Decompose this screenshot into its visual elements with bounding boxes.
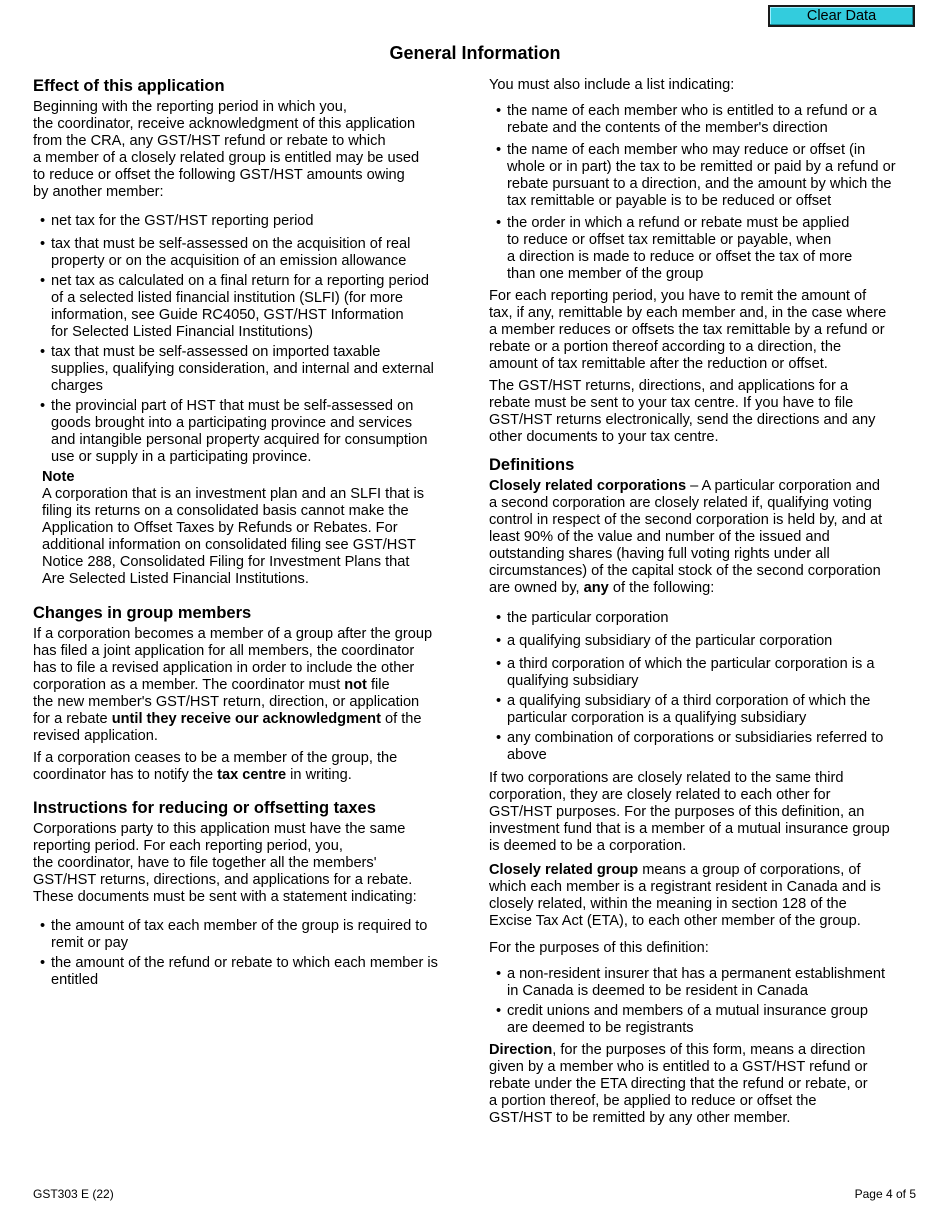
effect-intro: Beginning with the reporting period in which you, the coordinator, receive acknowledgment of this application from the CRA, any GST/HST refund or rebate to which a member of a closely related group is entitled may be used to reduce or offset the following GST/HST amounts owing by another member: [33,99,420,200]
list-item: • tax that must be self-assessed on imported taxable supplies, qualifying consideration, and internal and external charges [33,344,463,395]
list-intro: You must also include a list indicating: [489,77,735,93]
list-item: • the name of each member who may reduce or offset (in whole or in part) the tax to be remitted or paid by a refund or rebate pursuant to a direction, and the amount by which the tax remittable or payable is to be reduced or offset [489,142,924,210]
list-item: • the provincial part of HST that must be self-assessed on goods brought into a participating province and services and intangible personal property acquired for consumption use or supply in a participating province. [33,398,463,466]
remit-paragraph: For each reporting period, you have to remit the amount of tax, if any, remittable by each member and, in the case where a member reduces or offsets the tax remittable by a refund or rebate or a portion thereof according to a direction, the amount of tax remittable after the reduction or offset. [489,288,887,372]
clear-data-button[interactable]: Clear Data [768,5,915,27]
closely-related-list [489,610,924,764]
list-item: • credit unions and members of a mutual insurance group are deemed to be registrants [489,1003,924,1037]
purposes-intro: For the purposes of this definition: [489,940,709,956]
list-item: • the particular corporation [489,610,924,627]
instructions-list [33,918,463,989]
changes-heading: Changes in group members [33,604,252,622]
third-corporation-paragraph: If two corporations are closely related to the same third corporation, they are closely related to each other for GST/HST purposes. For the purposes of this definition, an investment fund that is a member of a mutual insurance group is deemed to be a corporation. [489,770,890,854]
note-text: A corporation that is an investment plan and an SLFI that is filing its returns on a consolidated basis cannot make the Application to Offset Taxes by Refunds or Rebates. For additional information on consolidated filing see GST/HST Notice 288, Consolidated Filing for Investment Plans that Are Selected Listed Financial Institutions. [42,486,425,587]
list-item: • any combination of corporations or subsidiaries referred to above [489,730,924,764]
list-item: • a qualifying subsidiary of a third corporation of which the particular corporation is a qualifying subsidiary [489,693,924,727]
direction-definition: Direction, for the purposes of this form, means a direction given by a member who is entitled to a GST/HST refund or rebate under the ETA directing that the refund or rebate, or a portion thereof, be applied to reduce or offset the GST/HST to be remitted by any other member. [489,1042,868,1126]
list-item: • net tax as calculated on a final return for a reporting period of a selected listed financial institution (SLFI) (for more information, see Guide RC4050, GST/HST Information for Selected Listed Financial Institutions) [33,273,463,341]
list-item: • the amount of the refund or rebate to which each member is entitled [33,955,463,989]
returns-paragraph: The GST/HST returns, directions, and applications for a rebate must be sent to your tax centre. If you have to file GST/HST returns electronically, send the directions and any other documents to your tax centre. [489,378,876,445]
note-block [33,469,463,588]
page-title: General Information [389,43,561,63]
page-number: Page 4 of 5 [854,1187,916,1201]
list-item: • a qualifying subsidiary of the particular corporation [489,633,924,650]
instructions-heading: Instructions for reducing or offsetting taxes [33,799,376,817]
form-code: GST303 E (22) [33,1187,114,1201]
list-item: • the order in which a refund or rebate must be applied to reduce or offset tax remittable or payable, when a direction is made to reduce or offset the tax of more than one member of the group [489,215,924,283]
left-column [33,76,463,992]
list-item: • net tax for the GST/HST reporting period [33,213,463,230]
list-item: • tax that must be self-assessed on the acquisition of real property or on the acquisition of an emission allowance [33,236,463,270]
list-item: • the name of each member who is entitled to a refund or a rebate and the contents of the member's direction [489,103,924,137]
list-item: • a third corporation of which the particular corporation is a qualifying subsidiary [489,656,924,690]
member-list [489,103,924,283]
list-item: • a non-resident insurer that has a permanent establishment in Canada is deemed to be resident in Canada [489,966,924,1000]
right-column [489,77,924,1132]
effect-list [33,213,463,466]
changes-paragraph-1: If a corporation becomes a member of a group after the group has filed a joint application for all members, the coordinator has to file a revised application in order to include the other corporation as a member. The coordinator must not file the new member's GST/HST return, direction, or application for a rebate until they receive our acknowledgment of the revised application. [33,626,433,744]
effect-heading: Effect of this application [33,77,225,95]
note-title: Note [42,469,75,485]
instructions-intro: Corporations party to this application must have the same reporting period. For each reporting period, you, the coordinator, have to file together all the members' GST/HST returns, directions, and applications for a rebate. These documents must be sent with a statement indicating: [33,821,417,905]
purposes-list [489,966,924,1037]
changes-paragraph-2: If a corporation ceases to be a member of the group, the coordinator has to notify the tax centre in writing. [33,750,398,783]
closely-related-corporations-definition: Closely related corporations – A particular corporation and a second corporation are closely related if, qualifying voting control in respect of the second corporation is held by, and at least 90% of the value and number of the issued and outstanding shares (having full voting rights under all circumstances) of the capital stock of the second corporation are owned by, any of the following: [489,478,883,596]
definitions-heading: Definitions [489,456,575,474]
closely-related-group-definition: Closely related group means a group of corporations, of which each member is a registrant resident in Canada and is closely related, within the meaning in section 128 of the Excise Tax Act (ETA), to each other member of the group. [489,862,881,929]
list-item: • the amount of tax each member of the group is required to remit or pay [33,918,463,952]
